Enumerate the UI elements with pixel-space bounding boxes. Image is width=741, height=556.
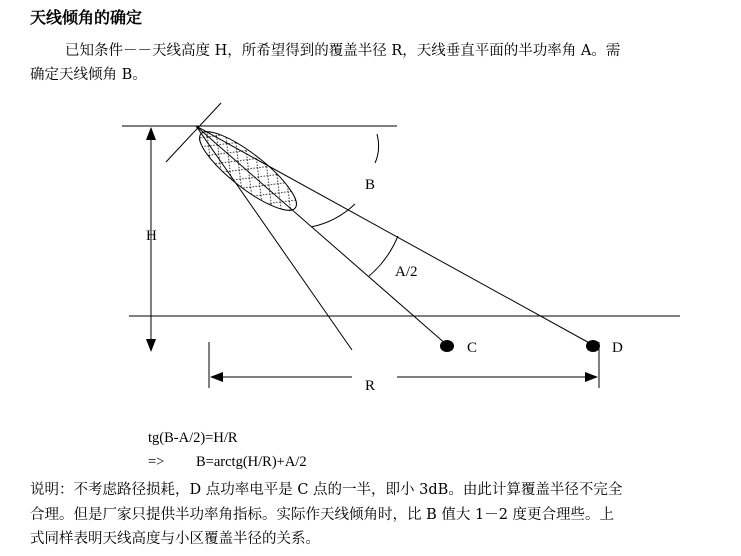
point-c-marker xyxy=(440,340,454,352)
angle-b-arc-upper xyxy=(375,134,379,163)
point-d-marker xyxy=(586,340,600,352)
note-line-2: 合理。但是厂家只提供半功率角指标。实际作天线倾角时，比 B 值大 1－2 度更合理些。上 xyxy=(30,507,615,523)
note-line-3: 式同样表明天线高度与小区覆盖半径的关系。 xyxy=(30,531,320,547)
angle-half-a-arc xyxy=(369,236,398,276)
angle-b-arc-lower xyxy=(311,204,355,227)
label-d: D xyxy=(612,340,623,356)
formula-tangent: tg(B-A/2)=H/R xyxy=(148,430,238,446)
label-c: C xyxy=(467,340,478,356)
formula-tilt xyxy=(148,452,307,472)
intro-line-1: 已知条件－－天线高度 H，所希望得到的覆盖半径 R，天线垂直平面的半功率角 A。需 xyxy=(65,43,621,59)
formula-tilt-expression: B=arctg(H/R)+A/2 xyxy=(196,454,307,470)
radius-arrow-left xyxy=(210,372,223,382)
height-arrow-top xyxy=(146,127,156,140)
label-r: R xyxy=(365,378,376,394)
note-line-1: 说明：不考虑路径损耗，D 点功率电平是 C 点的一半，即小 3dB。由此计算覆盖半径不完全 xyxy=(30,482,623,498)
formula-implies-arrow: => xyxy=(148,454,165,470)
section-heading: 天线倾角的确定 xyxy=(30,8,143,27)
height-arrow-bottom xyxy=(146,339,156,352)
intro-line-2: 确定天线倾角 B。 xyxy=(30,67,147,83)
label-h: H xyxy=(146,228,157,244)
ray-to-d xyxy=(196,126,593,345)
label-half-a: A/2 xyxy=(395,264,418,280)
label-b: B xyxy=(365,177,376,193)
ray-to-c xyxy=(196,126,447,345)
radius-arrow-right xyxy=(585,372,598,382)
